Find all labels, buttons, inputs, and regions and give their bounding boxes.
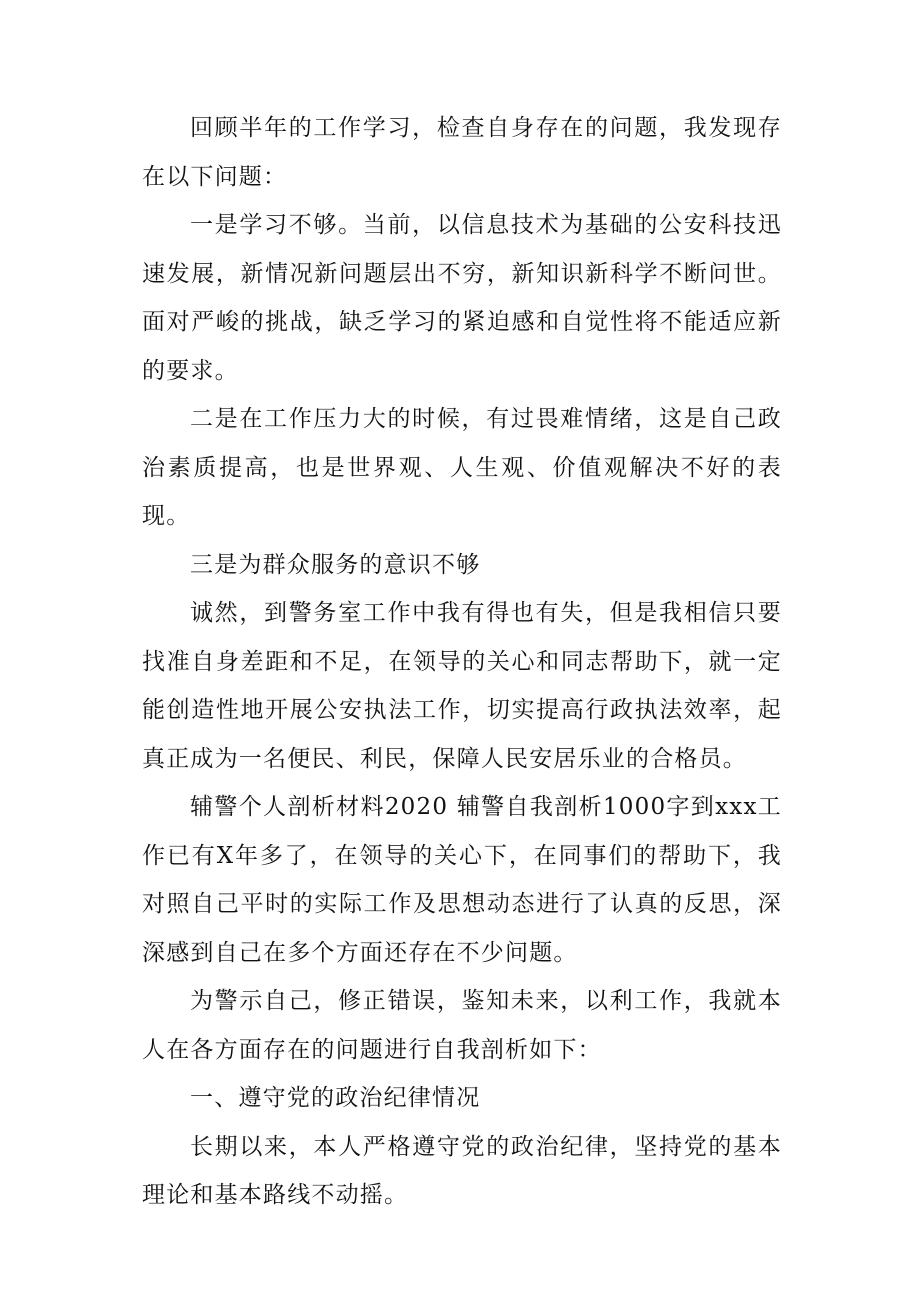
- document-body: [142, 104, 782, 1220]
- paragraph: 辅警个人剖析材料2020 辅警自我剖析1000字到xxx工作已有X年多了，在领导的关心下，在同事们的帮助下，我对照自己平时的实际工作及思想动态进行了认真的反思，深深感到自己在多个方面还存在不少问题。: [142, 794, 782, 966]
- paragraph: 诚然，到警务室工作中我有得也有失，但是我相信只要找准自身差距和不足，在领导的关心和同志帮助下，就一定能创造性地开展公安执法工作，切实提高行政执法效率，起真正成为一名便民、利民，保障人民安居乐业的合格员。: [142, 600, 782, 772]
- paragraph: 长期以来，本人严格遵守党的政治纪律，坚持党的基本理论和基本路线不动摇。: [142, 1133, 782, 1208]
- paragraph: 回顾半年的工作学习，检查自身存在的问题，我发现存在以下问题：: [142, 115, 782, 190]
- paragraph: 三是为群众服务的意识不够: [190, 551, 481, 578]
- section-heading: 一、遵守党的政治纪律情况: [190, 1085, 481, 1111]
- paragraph: 二是在工作压力大的时候，有过畏难情绪，这是自己政治素质提高，也是世界观、人生观、价值观解决不好的表现。: [142, 406, 782, 529]
- paragraph: 为警示自己，修正错误，鉴知未来，以利工作，我就本人在各方面存在的问题进行自我剖析如下：: [142, 988, 782, 1063]
- paragraph: 一是学习不够。当前，以信息技术为基础的公安科技迅速发展，新情况新问题层出不穷，新知识新科学不断问世。面对严峻的挑战，缺乏学习的紧迫感和自觉性将不能适应新的要求。: [142, 212, 782, 384]
